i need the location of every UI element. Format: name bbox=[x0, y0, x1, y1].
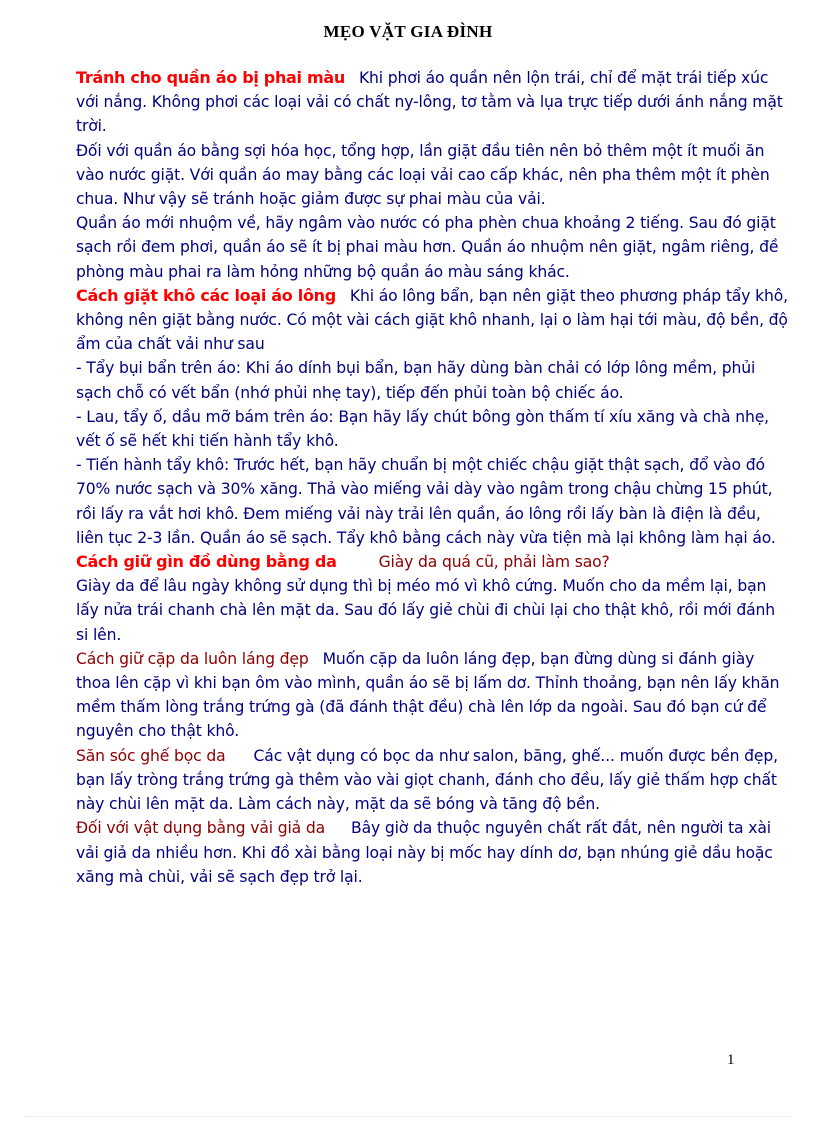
page-number: 1 bbox=[727, 1052, 735, 1068]
section-1-lead bbox=[76, 66, 788, 139]
section-heading: Cách giữ gìn đồ dùng bằng da bbox=[76, 552, 337, 572]
section-text: Các vật dụng có bọc da như salon, băng, ghế... muốn được bền đẹp, bạn lấy tròng trắng trứng gà thêm vào vài giọt chanh, đánh cho đều, lấy giẻ thấm hợp chất này chùi lên mặt da. Làm cách này, mặt da sẽ bóng và tăng độ bền. bbox=[76, 746, 778, 814]
page-bottom-divider bbox=[24, 1116, 792, 1117]
section-heading: Tránh cho quần áo bị phai màu bbox=[76, 68, 345, 87]
section-question: Giày da quá cũ, phải làm sao? bbox=[378, 553, 610, 572]
section-6-lead bbox=[76, 816, 788, 889]
section-3-lead bbox=[76, 550, 788, 574]
paragraph: Đối với quần áo bằng sợi hóa học, tổng hợp, lần giặt đầu tiên nên bỏ thêm một ít muối ăn vào nước giặt. Với quần áo may bằng các loại vải cao cấp khác, nên pha thêm một ít phèn chua. Như vậy sẽ tránh hoặc giảm được sự phai màu của vải. bbox=[76, 141, 770, 209]
section-text: Muốn cặp da luôn láng đẹp, bạn đừng dùng si đánh giày thoa lên cặp vì khi bạn ôm vào mình, quần áo sẽ bị lấm dơ. Thỉnh thoảng, bạn nên lấy khăn mềm thấm lòng trắng trứng gà (đã đánh thật đều) chà lên lớp da ngoài. Sau đó bạn cứ để nguyên cho thật khô. bbox=[76, 649, 780, 741]
section-5-lead bbox=[76, 744, 788, 817]
paragraph: Giày da để lâu ngày không sử dụng thì bị méo mó vì khô cứng. Muốn cho da mềm lại, bạn lấy nửa trái chanh chà lên mặt da. Sau đó lấy giẻ chùi đi chùi lại cho thật khô, rồi mới đánh si lên. bbox=[76, 577, 776, 644]
paragraph: Quần áo mới nhuộm về, hãy ngâm vào nước có pha phèn chua khoảng 2 tiếng. Sau đó giặt sạch rồi đem phơi, quần áo sẽ ít bị phai màu hơn. Quần áo nhuộm nên giặt, ngâm riêng, đề phòng màu phai ra làm hỏng những bộ quần áo màu sáng khác. bbox=[76, 214, 779, 281]
section-heading: Cách giặt khô các loại áo lông bbox=[76, 285, 336, 305]
section-heading: Đối với vật dụng bằng vải giả da bbox=[76, 819, 326, 838]
section-heading: Cách giữ cặp da luôn láng đẹp bbox=[76, 649, 309, 668]
section-text: Khi áo lông bẩn, bạn nên giặt theo phương pháp tẩy khô, không nên giặt bằng nước. Có một vài cách giặt khô nhanh, lại o làm hại tới màu, độ bền, độ ẩm của chất vải như sau bbox=[76, 286, 788, 354]
paragraph: - Tiến hành tẩy khô: Trước hết, bạn hãy chuẩn bị một chiếc chậu giặt thật sạch, đổ vào đó 70% nước sạch và 30% xăng. Thả vào miếng vải dày vào ngâm trong chậu chừng 15 phút, rồi lấy ra vắt hơi khô. Đem miếng vải này trải lên quần, áo lông rồi lấy bàn là điện là đều, liên tục 2-3 lần. Quần áo sẽ sạch. Tẩy khô bằng cách này vừa tiện mà lại không làm hại áo. bbox=[76, 456, 776, 547]
section-text: Khi phơi áo quần nên lộn trái, chỉ để mặt trái tiếp xúc với nắng. Không phơi các loại vải có chất ny-lông, tơ tằm và lụa trực tiếp dưới ánh nắng mặt trời. bbox=[76, 69, 783, 136]
section-text: Bây giờ da thuộc nguyên chất rất đắt, nên người ta xài vải giả da nhiều hơn. Khi đồ xài bằng loại này bị mốc hay dính dơ, bạn nhúng giẻ dầu hoặc xăng mà chùi, vải sẽ sạch đẹp trở lại. bbox=[76, 819, 773, 886]
section-heading: Săn sóc ghế bọc da bbox=[76, 746, 226, 765]
paragraph: - Lau, tẩy ố, dầu mỡ bám trên áo: Bạn hãy lấy chút bông gòn thấm tí xíu xăng và chà nhẹ, vết ố sẽ hết khi tiến hành tẩy khô. bbox=[76, 407, 769, 451]
document-title: MẸO VẶT GIA ĐÌNH bbox=[323, 22, 493, 41]
document-body bbox=[76, 66, 788, 889]
paragraph: - Tẩy bụi bẩn trên áo: Khi áo dính bụi bẩn, bạn hãy dùng bàn chải có lớp lông mềm, phủi sạch chỗ có vết bẩn (nhớ phủi nhẹ tay), tiếp đến phủi toàn bộ chiếc áo. bbox=[76, 359, 756, 402]
section-2-lead bbox=[76, 284, 788, 357]
section-4-lead bbox=[76, 647, 788, 744]
